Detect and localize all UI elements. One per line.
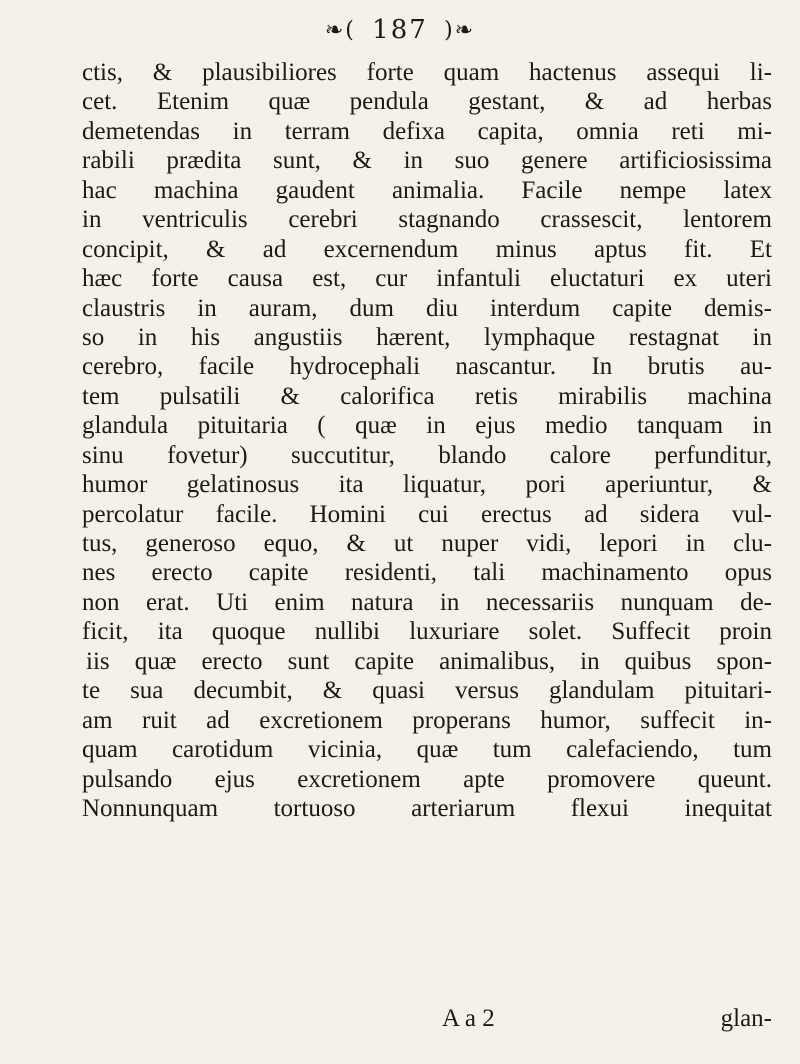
text-line: non erat. Uti enim natura in necessariis nunquam de- bbox=[82, 588, 772, 616]
page-header bbox=[0, 10, 800, 51]
page-footer bbox=[82, 1005, 772, 1035]
text-line: Nonnunquam tortuoso arteriarum flexui inequitat bbox=[82, 794, 772, 822]
signature-mark: A a 2 bbox=[442, 1005, 495, 1032]
text-line: te sua decumbit, & quasi versus glandulam pituitari- bbox=[82, 677, 772, 705]
catchword: glan- bbox=[720, 1005, 772, 1032]
text-line: hæc forte causa est, cur infantuli eluctaturi ex uteri bbox=[82, 265, 772, 293]
text-line: am ruit ad excretionem properans humor, suffecit in- bbox=[82, 706, 772, 734]
text-line: tem pulsatili & calorifica retis mirabilis machina bbox=[82, 382, 772, 410]
text-line: percolatur facile. Homini cui erectus ad sidera vul- bbox=[82, 500, 772, 528]
text-line: iis quæ erecto sunt capite animalibus, in quibus spon- bbox=[86, 647, 772, 675]
left-ornament: ❧( bbox=[324, 18, 356, 43]
right-ornament: )❧ bbox=[444, 18, 476, 43]
text-line: in ventriculis cerebri stagnando crassescit, lentorem bbox=[82, 206, 772, 234]
text-line: demetendas in terram defixa capita, omnia reti mi- bbox=[82, 117, 772, 145]
text-line: hac machina gaudent animalia. Facile nempe latex bbox=[82, 176, 772, 204]
text-line: cerebro, facile hydrocephali nascantur. In brutis au- bbox=[82, 353, 772, 381]
text-line: claustris in auram, dum diu interdum capite demis- bbox=[82, 294, 772, 322]
text-line: humor gelatinosus ita liquatur, pori aperiuntur, & bbox=[82, 471, 772, 499]
text-line: cet. Etenim quæ pendula gestant, & ad herbas bbox=[82, 88, 772, 116]
body-text bbox=[82, 58, 772, 823]
text-line: tus, generoso equo, & ut nuper vidi, lepori in clu- bbox=[82, 530, 772, 557]
text-line: pulsando ejus excretionem apte promovere queunt. bbox=[82, 765, 772, 793]
text-line: ctis, & plausibiliores forte quam hactenus assequi li- bbox=[82, 59, 772, 86]
text-line: rabili prædita sunt, & in suo genere artificiosissima bbox=[82, 147, 772, 175]
text-line: nes erecto capite residenti, tali machinamento opus bbox=[82, 559, 772, 587]
text-line: so in his angustiis hærent, lymphaque restagnat in bbox=[82, 323, 772, 351]
text-line: quam carotidum vicinia, quæ tum calefaciendo, tum bbox=[82, 736, 772, 764]
text-line: ficit, ita quoque nullibi luxuriare solet. Suffecit proin bbox=[82, 618, 772, 646]
page-number: 187 bbox=[372, 15, 428, 45]
text-line: concipit, & ad excernendum minus aptus fit. Et bbox=[82, 235, 772, 263]
text-line: glandula pituitaria ( quæ in ejus medio tanquam in bbox=[82, 412, 772, 440]
text-line: sinu fovetur) succutitur, blando calore perfunditur, bbox=[82, 441, 772, 469]
